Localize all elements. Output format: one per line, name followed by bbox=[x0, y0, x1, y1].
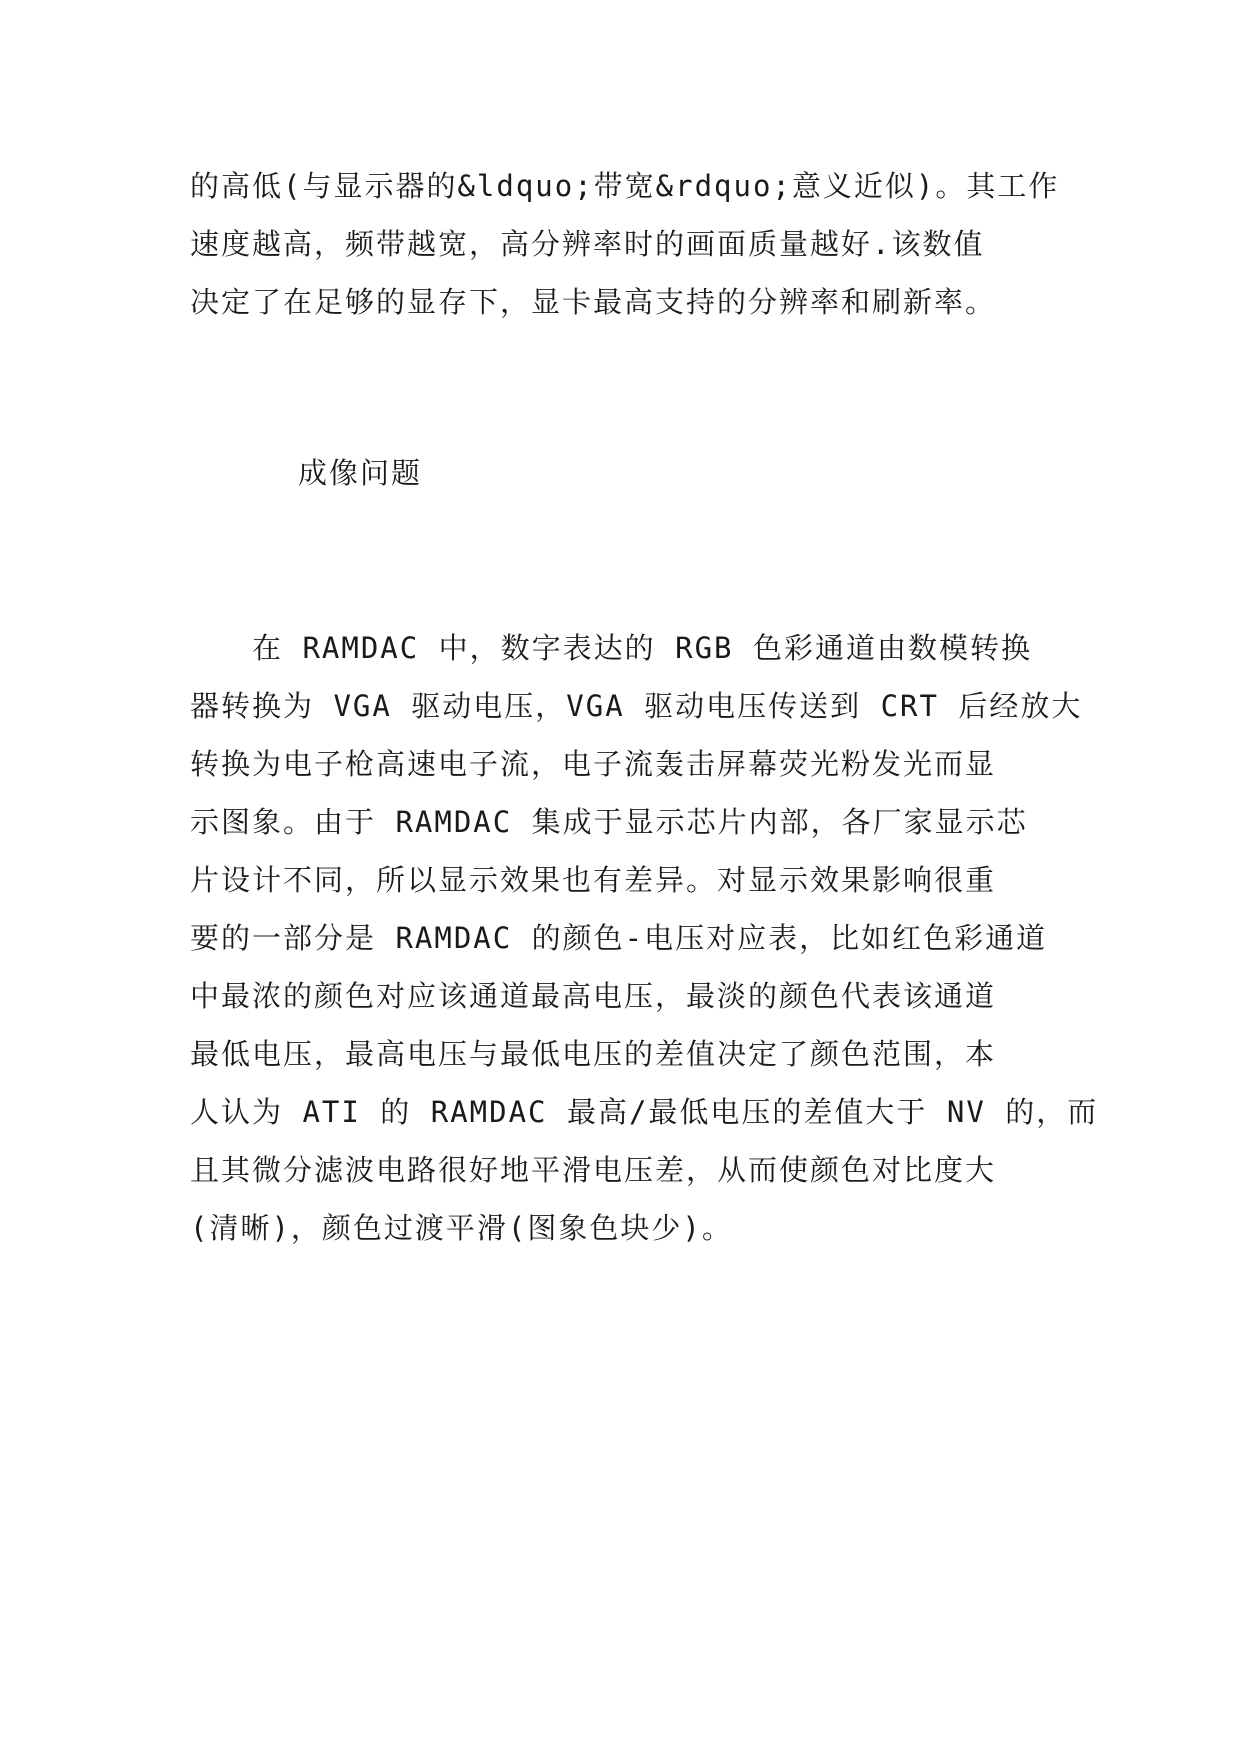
paragraph2-line-2: 器转换为 VGA 驱动电压，VGA 驱动电压传送到 CRT 后经放大 bbox=[190, 689, 1083, 723]
paragraph1-line-1: 的高低(与显示器的&ldquo;带宽&rdquo;意义近似)。其工作 bbox=[190, 169, 1060, 203]
paragraph2-line-11: (清晰)，颜色过渡平滑(图象色块少)。 bbox=[190, 1211, 733, 1245]
paragraph2-line-8: 最低电压，最高电压与最低电压的差值决定了颜色范围，本 bbox=[190, 1037, 997, 1071]
paragraph2-line-7: 中最浓的颜色对应该通道最高电压，最淡的颜色代表该通道 bbox=[190, 979, 997, 1013]
paragraph2-line-5: 片设计不同，所以显示效果也有差异。对显示效果影响很重 bbox=[190, 863, 997, 897]
paragraph1-line-3: 决定了在足够的显存下，显卡最高支持的分辨率和刷新率。 bbox=[190, 285, 997, 319]
section-heading: 成像问题 bbox=[298, 456, 423, 490]
paragraph2-line-4: 示图象。由于 RAMDAC 集成于显示芯片内部，各厂家显示芯 bbox=[190, 805, 1028, 839]
paragraph1-line-2: 速度越高，频带越宽，高分辨率时的画面质量越好.该数值 bbox=[190, 227, 985, 261]
paragraph2-line-10: 且其微分滤波电路很好地平滑电压差，从而使颜色对比度大 bbox=[190, 1153, 997, 1187]
paragraph2-line-3: 转换为电子枪高速电子流，电子流轰击屏幕荧光粉发光而显 bbox=[190, 747, 997, 781]
paragraph2-line-1: 在 RAMDAC 中，数字表达的 RGB 色彩通道由数模转换 bbox=[190, 631, 1032, 665]
paragraph2-line-9: 人认为 ATI 的 RAMDAC 最高/最低电压的差值大于 NV 的，而 bbox=[190, 1095, 1099, 1129]
paragraph2-line-6: 要的一部分是 RAMDAC 的颜色-电压对应表，比如红色彩通道 bbox=[190, 921, 1048, 955]
